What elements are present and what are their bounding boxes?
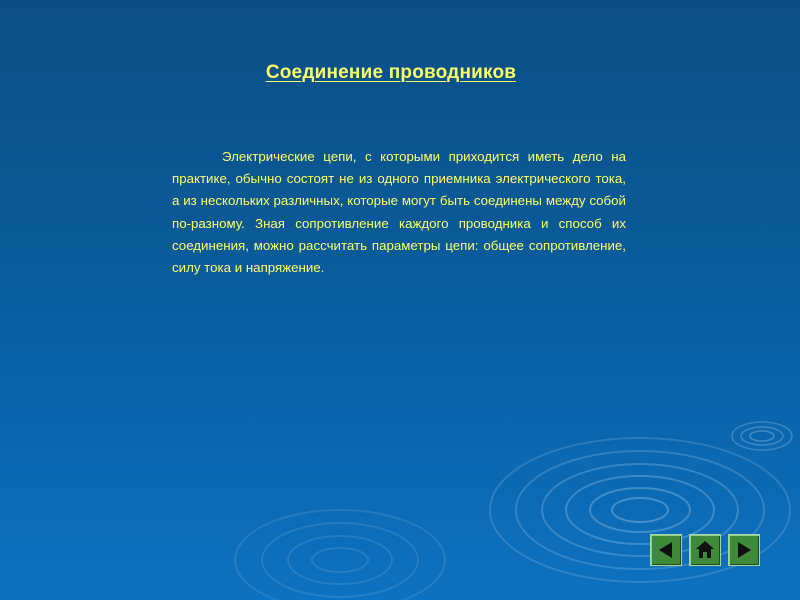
navigation-bar bbox=[650, 534, 760, 566]
home-icon bbox=[694, 539, 716, 561]
slide-title: Соединение проводников bbox=[265, 62, 517, 83]
arrow-left-icon bbox=[655, 539, 677, 561]
arrow-right-icon bbox=[733, 539, 755, 561]
previous-slide-button[interactable] bbox=[650, 534, 682, 566]
home-button[interactable] bbox=[689, 534, 721, 566]
slide-paragraph: Электрические цепи, с которыми приходится иметь дело на практике, обычно состоят не из одного приемника электрического тока, а из нескольких различных, которые могут быть соединены между собой по-разному. Зная сопротивление каждого проводника и способ их соединения, можно рассчитать параметры цепи: общее сопротивление, силу тока и напряжение. bbox=[172, 149, 626, 276]
next-slide-button[interactable] bbox=[728, 534, 760, 566]
